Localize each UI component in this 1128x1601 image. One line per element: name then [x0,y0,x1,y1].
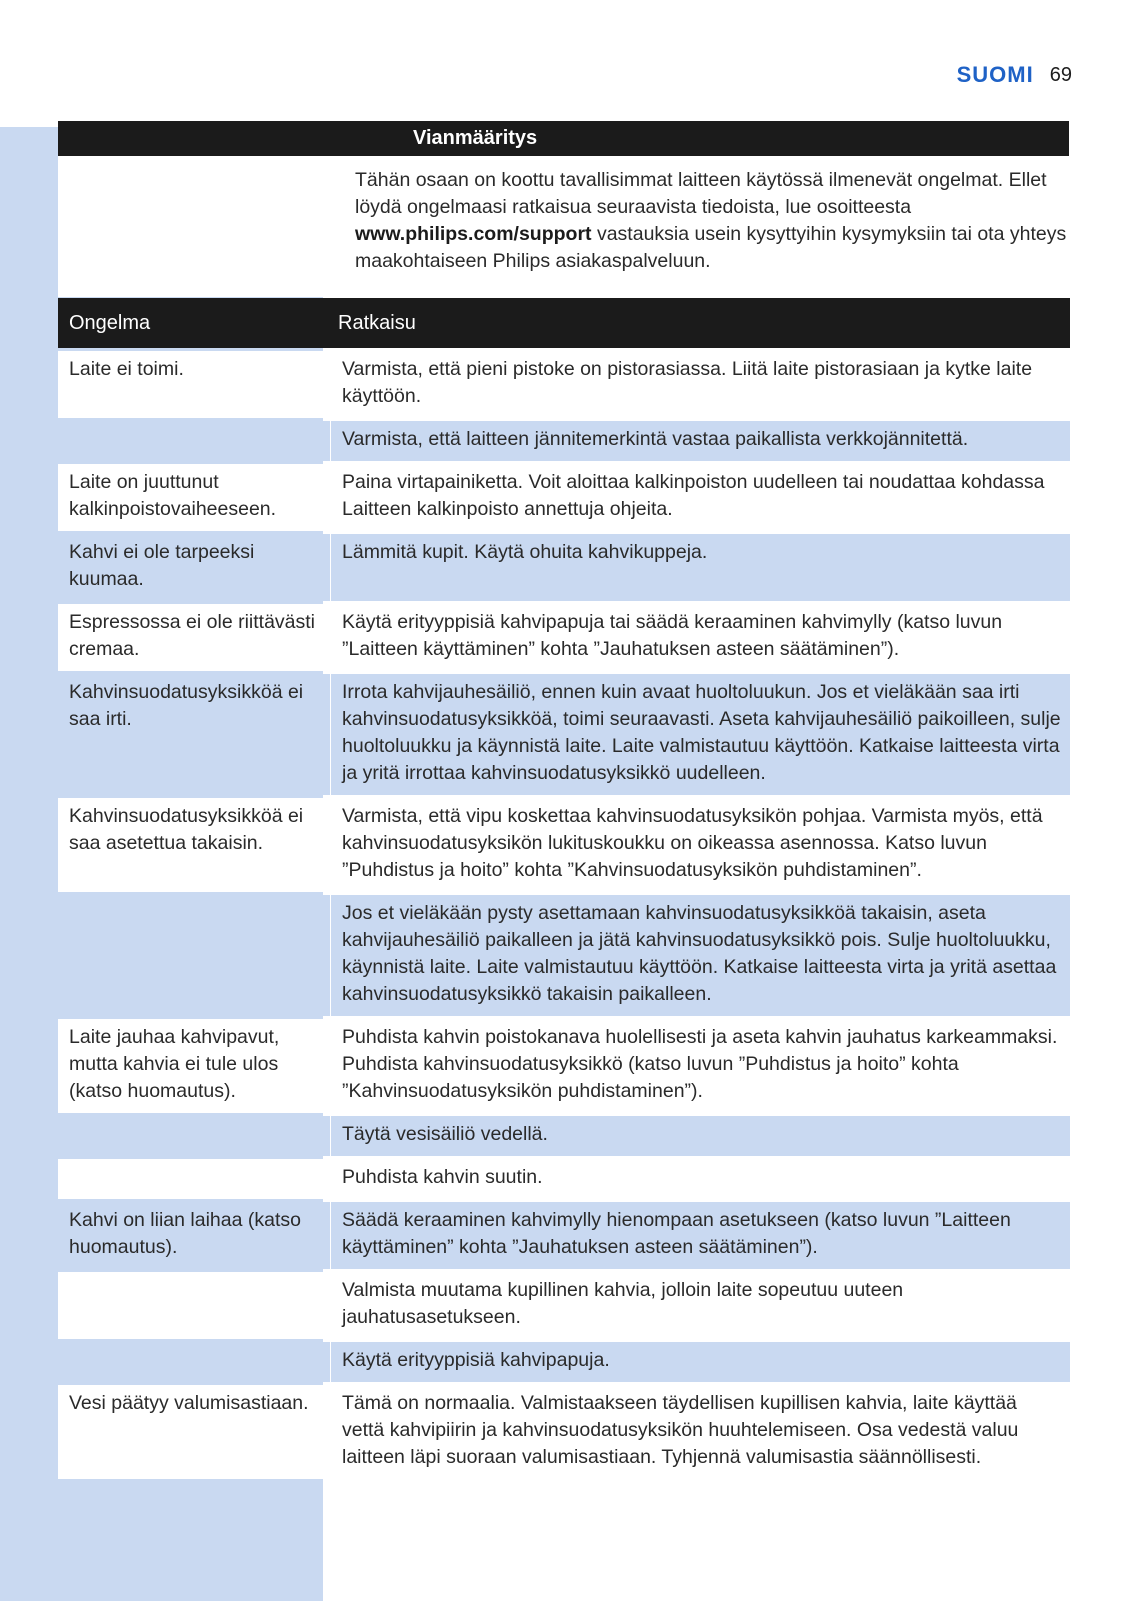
problem-cell: Kahvinsuodatusyksikköä ei saa irti. [58,674,330,795]
problem-cell: Kahvinsuodatusyksikköä ei saa asetettua takaisin. [58,798,330,892]
table-row [58,1019,1070,1113]
solution-cell: Varmista, että laitteen jännitemerkintä vastaa paikallista verkkojännitettä. [331,421,1070,461]
intro-text-part1: Tähän osaan on koottu tavallisimmat laitteen käytössä ilmenevät ongelmat. Ellet löydä ongelmaasi ratkaisua seuraavista tiedoista, lue osoitteesta [355,169,1047,218]
table-row [58,604,1070,671]
problem-cell: Laite on juuttunut kalkinpoistovaiheeseen. [58,464,330,531]
problem-cell [58,895,330,1016]
intro-paragraph [355,167,1067,275]
problem-cell [58,1159,330,1199]
table-row [58,534,1070,601]
solution-cell: Valmista muutama kupillinen kahvia, jolloin laite sopeutuu uuteen jauhatusasetukseen. [331,1272,1070,1339]
section-title: Vianmääritys [413,127,538,149]
table-row [58,464,1070,531]
table-row [58,1116,1070,1156]
section-title-bar [58,121,1069,156]
table-row [58,674,1070,795]
solution-cell: Täytä vesisäiliö vedellä. [331,1116,1070,1156]
troubleshooting-table [58,298,1070,1479]
page-header [957,60,1072,90]
problem-cell: Vesi päätyy valumisastiaan. [58,1385,330,1479]
solution-cell: Varmista, että pieni pistoke on pistorasiassa. Liitä laite pistorasiaan ja kytke laite käyttöön. [331,351,1070,418]
table-header [58,298,1070,348]
problem-cell: Laite jauhaa kahvipavut, mutta kahvia ei tule ulos (katso huomautus). [58,1019,330,1113]
solution-cell: Säädä keraaminen kahvimylly hienompaan asetukseen (katso luvun ”Laitteen käyttäminen” kohta ”Jauhatuksen asteen säätäminen”). [331,1202,1070,1269]
table-row [58,421,1070,461]
solution-cell: Puhdista kahvin suutin. [331,1159,1070,1199]
solution-cell: Käytä erityyppisiä kahvipapuja tai säädä keraaminen kahvimylly (katso luvun ”Laitteen käyttäminen” kohta ”Jauhatuksen asteen säätäminen”). [331,604,1070,671]
solution-cell: Lämmitä kupit. Käytä ohuita kahvikuppeja. [331,534,1070,601]
table-row [58,1272,1070,1339]
page-number: 69 [1049,63,1072,86]
problem-cell: Laite ei toimi. [58,351,330,418]
problem-cell: Kahvi ei ole tarpeeksi kuumaa. [58,534,330,601]
problem-cell [58,1116,330,1156]
language-label: SUOMI [956,62,1034,87]
intro-text-part2: vastauksia usein kysyttyihin kysymyksiin tai ota yhteys maakohtaiseen Philips asiakaspalveluun. [355,223,1067,272]
problem-cell: Kahvi on liian laihaa (katso huomautus). [58,1202,330,1269]
problem-cell [58,1342,330,1382]
problem-cell: Espressossa ei ole riittävästi cremaa. [58,604,330,671]
solution-cell: Puhdista kahvin poistokanava huolellisesti ja aseta kahvin jauhatus karkeammaksi. Puhdista kahvinsuodatusyksikkö (katso luvun ”Puhdistus ja hoito” kohta ”Kahvinsuodatusyksikön puhdistaminen”). [331,1019,1070,1113]
column-header-solution: Ratkaisu [338,312,416,334]
solution-cell: Jos et vieläkään pysty asettamaan kahvinsuodatusyksikköä takaisin, aseta kahvijauhesäiliö paikalleen ja jätä kahvinsuodatusyksikkö pois. Sulje huoltoluukku, käynnistä laite. Laite valmistautuu käyttöön. Katkaise laitteesta virta ja yritä asettaa kahvinsuodatusyksikkö takaisin paikalleen. [331,895,1070,1016]
table-row [58,1202,1070,1269]
solution-cell: Käytä erityyppisiä kahvipapuja. [331,1342,1070,1382]
solution-cell: Irrota kahvijauhesäiliö, ennen kuin avaat huoltoluukun. Jos et vieläkään saa irti kahvinsuodatusyksikköä, toimi seuraavasti. Aseta kahvijauhesäiliö paikoilleen, sulje huoltoluukku ja käynnistä laite. Laite valmistautuu käyttöön. Katkaise laitteesta virta ja yritä irrottaa kahvinsuodatusyksikkö uudelleen. [331,674,1070,795]
column-header-problem: Ongelma [69,312,151,334]
problem-cell [58,421,330,461]
intro-spacer [58,156,324,297]
solution-cell: Tämä on normaalia. Valmistaakseen täydellisen kupillisen kahvia, laite käyttää vettä kahvipiirin ja kahvinsuodatusyksikön huuhtelemiseen. Osa vedestä valuu laitteen läpi suoraan valumisastiaan. Tyhjennä valumisastia säännöllisesti. [331,1385,1070,1479]
solution-cell: Paina virtapainiketta. Voit aloittaa kalkinpoiston uudelleen tai noudattaa kohdassa Laitteen kalkinpoisto annettuja ohjeita. [331,464,1070,531]
table-row [58,1159,1070,1199]
support-link[interactable]: www.philips.com/support [355,223,592,245]
table-row [58,798,1070,892]
solution-cell: Varmista, että vipu koskettaa kahvinsuodatusyksikön pohjaa. Varmista myös, että kahvinsuodatusyksikön lukituskoukku on oikeassa asennossa. Katso luvun ”Puhdistus ja hoito” kohta ”Kahvinsuodatusyksikön puhdistaminen”. [331,798,1070,892]
problem-cell [58,1272,330,1339]
table-row [58,1385,1070,1479]
table-row [58,351,1070,418]
table-row [58,895,1070,1016]
table-row [58,1342,1070,1382]
